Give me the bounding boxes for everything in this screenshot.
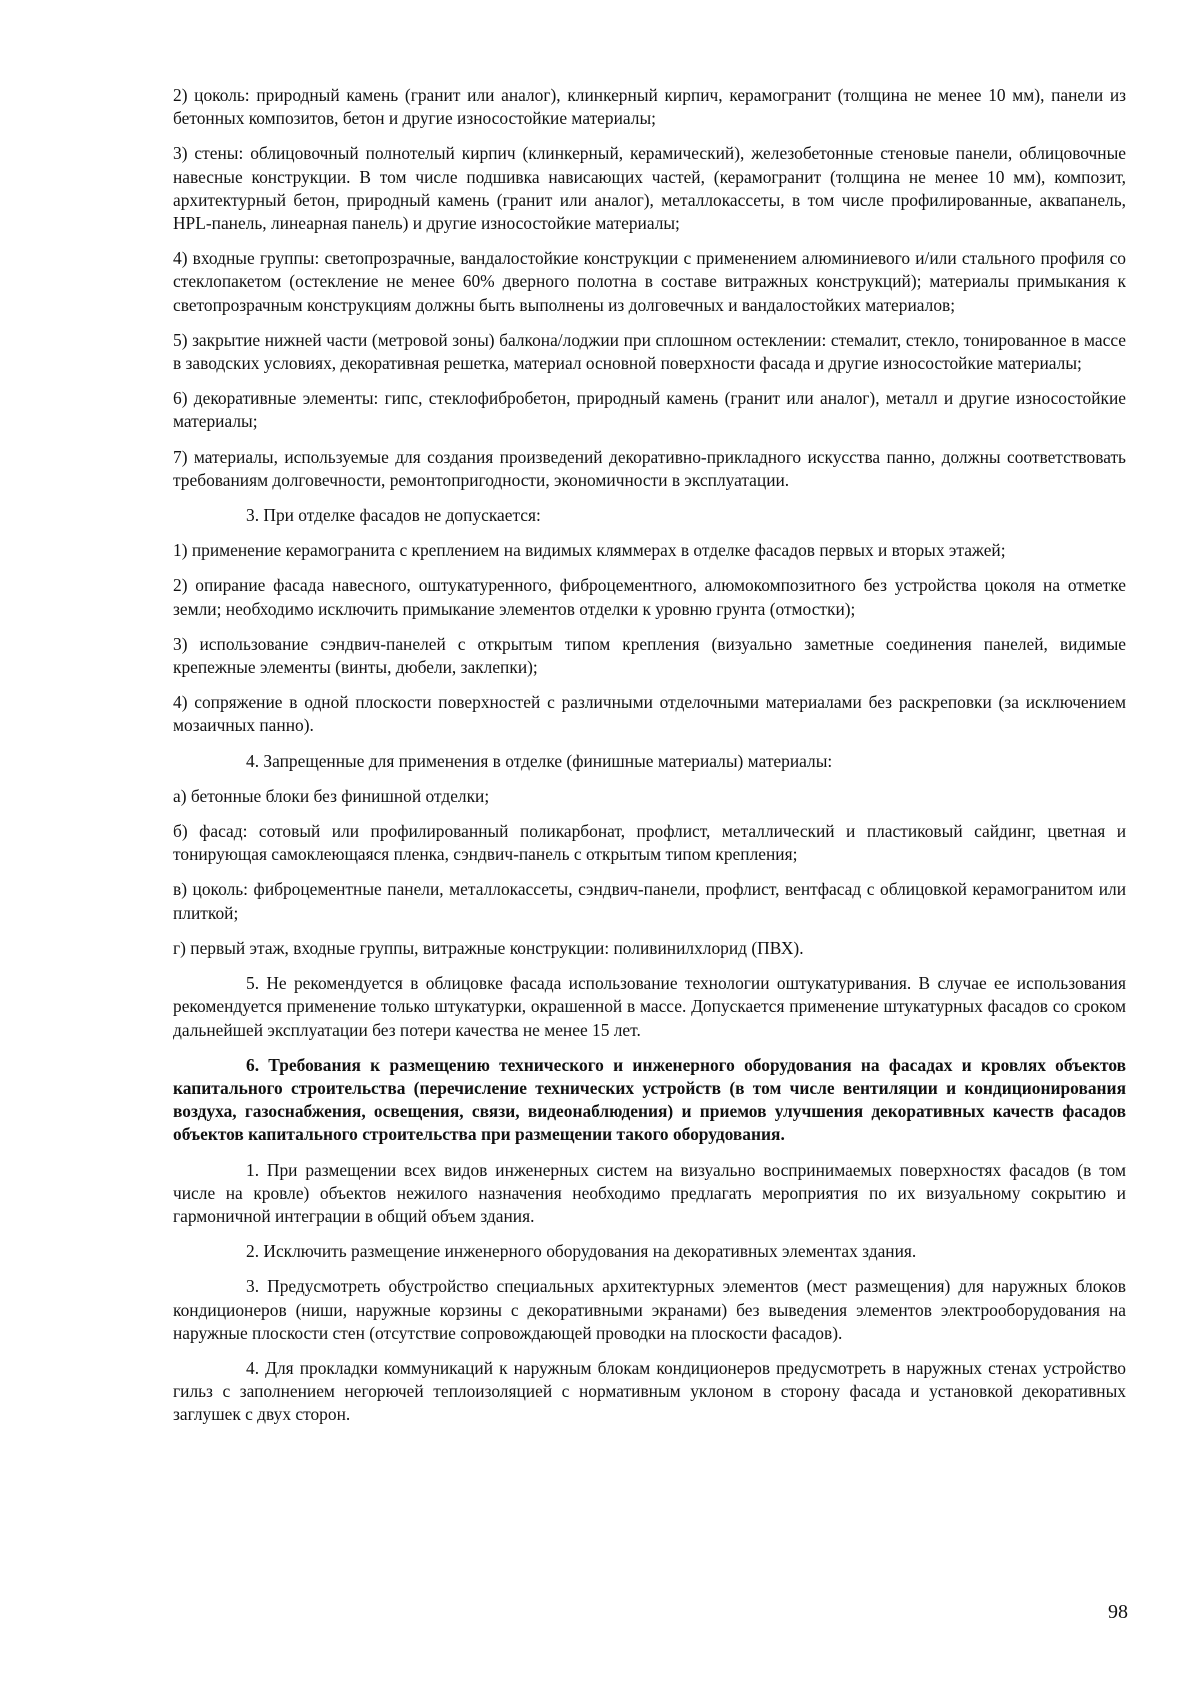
document-body bbox=[173, 84, 1126, 1439]
paragraph-balcony-lower-part: 5) закрытие нижней части (метровой зоны) балкона/лоджии при сплошном остеклении: стемалит, стекло, тонированное в массе в заводских условиях, декоративная решетка, материал основной поверхности фасада и другие износостойкие материалы; bbox=[173, 329, 1126, 374]
paragraph-engineering-concealment: 1. При размещении всех видов инженерных систем на визуально воспринимаемых поверхностях фасадов (в том числе на кровле) объектов нежилого назначения необходимо предлагать мероприятия по их визуальному сокрытию и гармоничной интеграции в общий объем здания. bbox=[173, 1159, 1126, 1226]
paragraph-first-floor-pvc: г) первый этаж, входные группы, витражные конструкции: поливинилхлорид (ПВХ). bbox=[173, 937, 804, 958]
section-heading-prohibited-materials: 4. Запрещенные для применения в отделке (финишные материалы) материалы: bbox=[246, 750, 833, 771]
paragraph-concrete-blocks: а) бетонные блоки без финишной отделки; bbox=[173, 785, 490, 806]
paragraph-plinth-prohibited: в) цоколь: фиброцементные панели, металлокассеты, сэндвич-панели, профлист, вентфасад с облицовкой керамогранитом или плиткой; bbox=[173, 879, 1126, 923]
paragraph-porcelain-clamps: 1) применение керамогранита с креплением на видимых кляммерах в отделке фасадов первых и вторых этажей; bbox=[173, 540, 1006, 561]
paragraph-entrance-groups: 4) входные группы: светопрозрачные, вандалостойкие конструкции с применением алюминиевого и/или стального профиля со стеклопакетом (остекление не менее 60% дверного полотна в составе витражных конструкций); материалы примыкания к светопрозрачным конструкциям должны быть выполнены из долговечных и вандалостойких материалов; bbox=[173, 248, 1126, 315]
section-heading-not-allowed: 3. При отделке фасадов не допускается: bbox=[246, 505, 541, 526]
paragraph-plastering: 5. Не рекомендуется в облицовке фасада использование технологии оштукатуривания. В случае ее использования рекомендуется применение только штукатурки, окрашенной в массе. Допускается применение штукатурных фасадов со сроком дальнейшей эксплуатации без потери качества не менее 15 лет. bbox=[173, 973, 1126, 1040]
paragraph-surface-joining: 4) сопряжение в одной плоскости поверхностей с различными отделочными материалами без раскреповки (за исключением мозаичных панно). bbox=[173, 692, 1126, 736]
paragraph-ac-communications: 4. Для прокладки коммуникаций к наружным блокам кондиционеров предусмотреть в наружных стенах устройство гильз с заполнением негорючей теплоизоляцией с нормативным уклоном в сторону фасада и установкой декоративных заглушек с двух сторон. bbox=[173, 1357, 1126, 1425]
paragraph-facade-prohibited: б) фасад: сотовый или профилированный поликарбонат, профлист, металлический и пластиковый сайдинг, цветная и тонирующая самоклеющаяся пленка, сэндвич-панель с открытым типом крепления; bbox=[173, 821, 1126, 865]
paragraph-facade-support: 2) опирание фасада навесного, оштукатуренного, фиброцементного, алюмокомпозитного без устройства цоколя на отметке земли; необходимо исключить примыкание элементов отделки к уровню грунта (отмостки); bbox=[173, 575, 1126, 619]
paragraph-decorative-elements: 6) декоративные элементы: гипс, стеклофибробетон, природный камень (гранит или аналог), металл и другие износостойкие материалы; bbox=[173, 388, 1126, 432]
paragraph-decorative-art-materials: 7) материалы, используемые для создания произведений декоративно-прикладного искусства панно, должны соответствовать требованиям долговечности, ремонтопригодности, экономичности в эксплуатации. bbox=[173, 446, 1126, 490]
page-number: 98 bbox=[1108, 1601, 1128, 1623]
paragraph-sandwich-panels: 3) использование сэндвич-панелей с открытым типом крепления (визуально заметные соединения панелей, видимые крепежные элементы (винты, дюбели, заклепки); bbox=[173, 633, 1126, 678]
paragraph-ac-placement: 3. Предусмотреть обустройство специальных архитектурных элементов (мест размещения) для наружных блоков кондиционеров (ниши, наружные корзины с декоративными экранами) без выведения элементов электрооборудования на наружные плоскости стен (отсутствие сопровождающей проводки на плоскости фасадов). bbox=[173, 1276, 1126, 1343]
paragraph-wall-materials: 3) стены: облицовочный полнотелый кирпич (клинкерный, керамический), железобетонные стеновые панели, облицовочные навесные конструкции. В том числе подшивка нависающих частей, (керамогранит (толщина не менее 10 мм), композит, архитектурный бетон, природный камень (гранит или аналог), металлокассеты, в том числе профилированные, аквапанель, HPL-панель, линеарная панель) и другие износостойкие материалы; bbox=[173, 143, 1126, 234]
paragraph-decorative-exclusion: 2. Исключить размещение инженерного оборудования на декоративных элементах здания. bbox=[246, 1241, 917, 1262]
section-heading-engineering-equipment: 6. Требования к размещению технического и инженерного оборудования на фасадах и кровлях объектов капитального строительства (перечисление технических устройств (в том числе вентиляции и кондиционирования воздуха, газоснабжения, освещения, связи, видеонаблюдения) и приемов улучшения декоративных качеств фасадов объектов капитального строительства при размещении такого оборудования. bbox=[173, 1054, 1126, 1145]
paragraph-plinth-materials: 2) цоколь: природный камень (гранит или аналог), клинкерный кирпич, керамогранит (толщина не менее 10 мм), панели из бетонных композитов, бетон и другие износостойкие материалы; bbox=[173, 85, 1126, 129]
